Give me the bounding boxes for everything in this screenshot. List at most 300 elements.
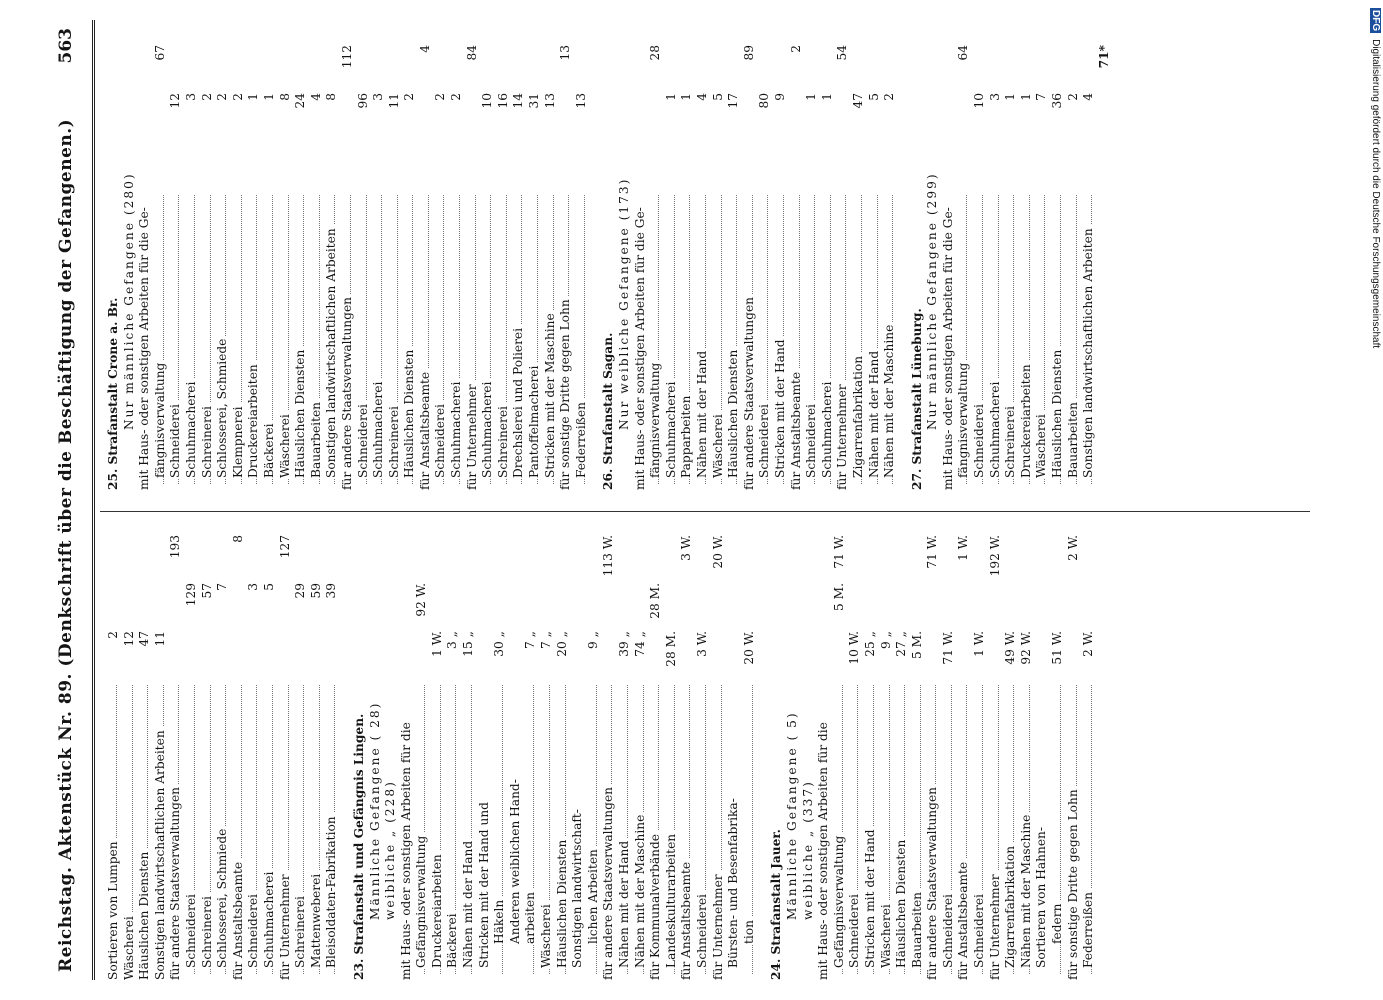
table-row <box>711 45 727 490</box>
table-row <box>293 45 309 490</box>
row-value: 1 <box>1019 93 1035 139</box>
row-value: 3 <box>246 583 262 629</box>
row-value: 2 W. <box>1081 631 1097 677</box>
row-value: 17 <box>726 93 742 139</box>
row-label: Sonstigen landwirtschaftlichen Arbeiten <box>324 225 340 478</box>
row-value: 11 <box>153 631 169 677</box>
table-row <box>816 535 832 980</box>
row-label: Sonstigen landwirtschaftlichen Arbeiten <box>153 727 169 980</box>
table-row <box>122 45 138 490</box>
header-rule <box>92 20 95 980</box>
row-label: Pantoffelmacherei <box>527 363 543 478</box>
row-label: für andere Staatsverwaltungen <box>340 294 356 490</box>
row-label: für sonstige Dritte gegen Lohn <box>558 296 574 490</box>
row-label: für Anstaltsbeamte <box>679 859 695 980</box>
row-label: für Unternehmer <box>988 871 1004 980</box>
table-row <box>586 535 602 980</box>
table-row <box>340 45 356 490</box>
row-value: 193 <box>168 535 184 581</box>
table-row <box>988 45 1004 490</box>
page-number: 563 <box>56 28 76 64</box>
row-label: Schneiderei <box>356 401 372 478</box>
row-label: Wäscherei <box>122 913 138 980</box>
row-value: 2 <box>215 93 231 139</box>
row-label: Schuhmacherei <box>988 379 1004 478</box>
table-row <box>387 45 403 490</box>
row-value: 28 <box>648 45 664 91</box>
row-value: 49 W. <box>1003 631 1019 677</box>
row-label: Männliche Gefangene ( 5) <box>785 708 801 920</box>
row-value: 20 W. <box>742 631 758 677</box>
row-label: Klempnerei <box>231 403 247 478</box>
table-row <box>1019 45 1035 490</box>
table-row <box>449 45 465 490</box>
row-value: 8 <box>231 535 247 581</box>
row-value: 28 M. <box>648 583 664 629</box>
table-row <box>262 45 278 490</box>
table-row <box>246 45 262 490</box>
table-row <box>820 45 836 490</box>
row-label: Mattenweberei <box>309 871 325 968</box>
table-row <box>558 45 574 490</box>
table-row <box>695 45 711 490</box>
table-row <box>801 535 817 980</box>
table-row <box>925 535 941 980</box>
row-value: 7 „ <box>523 631 539 677</box>
row-label: Schneiderei <box>246 891 262 968</box>
row-value: 3 <box>988 93 1004 139</box>
row-value: 2 <box>200 93 216 139</box>
row-label: Häuslichen Diensten <box>1050 347 1066 478</box>
row-label: fängnisverwaltung <box>153 360 169 478</box>
section-spacer <box>757 535 769 980</box>
row-label: Landeskulturarbeiten <box>664 831 680 968</box>
row-value: 7 „ <box>539 631 555 677</box>
table-row <box>879 535 895 980</box>
row-value: 8 <box>324 93 340 139</box>
column-divider <box>100 511 1310 512</box>
table-row <box>539 535 555 980</box>
row-label: Schneiderei <box>695 891 711 968</box>
row-label: Schreinerei <box>200 893 216 968</box>
row-label: Schuhmacherei <box>371 379 387 478</box>
table-row <box>418 45 434 490</box>
row-value: 57 <box>200 583 216 629</box>
row-value: 7 <box>215 583 231 629</box>
row-value: 12 <box>122 631 138 677</box>
table-row <box>679 535 695 980</box>
row-label: Bauarbeiten <box>1066 399 1082 478</box>
table-row <box>527 45 543 490</box>
row-label: Bürsten- und Besenfabrika- <box>726 795 742 968</box>
row-label: für Anstaltsbeamte <box>789 369 805 490</box>
row-label: Häkeln <box>492 897 508 944</box>
row-value: 3 <box>184 93 200 139</box>
section-heading <box>352 535 368 980</box>
row-value: 59 <box>309 583 325 629</box>
row-label: lichen Arbeiten <box>586 846 602 944</box>
row-value: 9 <box>773 93 789 139</box>
table-row <box>785 535 801 980</box>
row-label: Häuslichen Diensten <box>894 837 910 968</box>
row-label: Nähen mit der Hand <box>461 838 477 968</box>
row-value: 129 <box>184 583 200 629</box>
row-value: 71 W. <box>941 631 957 677</box>
row-value: 25 „ <box>863 631 879 677</box>
row-label: Schneiderei <box>941 891 957 968</box>
table-row <box>106 535 122 980</box>
table-row <box>1050 45 1066 490</box>
row-value: 1 <box>664 93 680 139</box>
row-label: Schlosserei, Schmiede <box>215 826 231 968</box>
row-value: 1 <box>679 93 695 139</box>
table-row <box>1034 535 1050 980</box>
row-value: 2 <box>106 631 122 677</box>
table-row <box>633 535 649 980</box>
row-label: weibliche „ (228) <box>383 777 399 920</box>
table-row <box>910 535 926 980</box>
row-label: Wäscherei <box>539 901 555 968</box>
row-label: Stricken mit der Maschine <box>543 310 559 478</box>
row-label: für andere Staatsverwaltungen <box>168 784 184 980</box>
row-value: 4 <box>309 93 325 139</box>
row-label: Häuslichen Diensten <box>402 347 418 478</box>
row-label: für Anstaltsbeamte <box>418 369 434 490</box>
row-value: 2 <box>449 93 465 139</box>
row-label: Schneiderei <box>433 401 449 478</box>
row-value: 1 <box>246 93 262 139</box>
table-row <box>480 45 496 490</box>
table-row <box>200 45 216 490</box>
row-value: 10 <box>972 93 988 139</box>
row-label: Nähen mit der Maschine <box>633 812 649 968</box>
table-row <box>461 535 477 980</box>
row-label: mit Haus- oder sonstigen Arbeiten für die <box>816 719 832 980</box>
row-label: Gefängnisverwaltung <box>832 833 848 968</box>
row-label: Schuhmacherei <box>664 379 680 478</box>
table-row <box>492 535 508 980</box>
table-row <box>496 45 512 490</box>
table-row <box>679 45 695 490</box>
table-row <box>925 45 941 490</box>
row-label: mit Haus- oder sonstigen Arbeiten für die Ge- <box>137 204 153 490</box>
row-value: 8 <box>278 93 294 139</box>
table-row <box>804 45 820 490</box>
row-label: für sonstige Dritte gegen Lohn <box>1066 786 1082 980</box>
row-label: Bäckerei <box>445 910 461 968</box>
dfg-logo: DFG <box>1370 10 1381 32</box>
footer-mark: 71* <box>1097 45 1113 91</box>
row-value: 71 W. <box>832 535 848 581</box>
row-value: 39 <box>324 583 340 629</box>
table-row <box>1066 535 1082 980</box>
row-value: 24 <box>293 93 309 139</box>
row-value: 2 W. <box>1066 535 1082 581</box>
row-label: Häuslichen Diensten <box>137 849 153 980</box>
row-value: 192 W. <box>988 535 1004 581</box>
row-label: federn <box>1050 901 1066 944</box>
table-row <box>523 535 539 980</box>
row-label: 26. Strafanstalt Sagan. <box>601 330 617 490</box>
table-row <box>1019 535 1035 980</box>
table-row <box>972 535 988 980</box>
table-row <box>711 535 727 980</box>
row-label: Federreißen <box>1081 889 1097 968</box>
row-label: Häuslichen Diensten <box>726 347 742 478</box>
section-heading <box>601 45 617 490</box>
row-label: Nur weibliche Gefangene (173) <box>617 175 633 430</box>
table-row <box>1081 45 1097 490</box>
table-row <box>941 535 957 980</box>
row-label: Bleisoldaten-Fabrikation <box>324 813 340 968</box>
table-row <box>832 535 848 980</box>
row-value: 3 W. <box>679 535 695 581</box>
stamp-text: Digitalisierung gefördert durch die Deutsche Forschungsgemeinschaft <box>1370 39 1381 349</box>
table-row <box>231 45 247 490</box>
row-label: Nur männliche Gefangene (280) <box>122 169 138 430</box>
table-row <box>246 535 262 980</box>
table-row <box>511 45 527 490</box>
column-footer <box>1097 45 1113 490</box>
table-row <box>789 45 805 490</box>
row-label: Nähen mit der Hand <box>617 838 633 968</box>
header-title: Reichstag. Aktenstück Nr. 89. (Denkschrift über die Beschäftigung der Gefangenen.) <box>56 118 76 972</box>
row-value: 92 W. <box>414 583 430 629</box>
table-row <box>1081 535 1097 980</box>
table-row <box>543 45 559 490</box>
row-value: 13 <box>543 93 559 139</box>
row-label: für Kommunalverbände <box>648 831 664 980</box>
table-row <box>414 535 430 980</box>
row-label: Schneiderei <box>972 891 988 968</box>
table-row <box>894 535 910 980</box>
row-value: 27 „ <box>894 631 910 677</box>
table-row <box>383 535 399 980</box>
row-label: Stricken mit der Hand <box>863 826 879 968</box>
table-row <box>122 535 138 980</box>
section-heading <box>910 45 926 490</box>
table-row <box>835 45 851 490</box>
table-row <box>882 45 898 490</box>
right-column <box>106 45 1112 490</box>
row-label: Schuhmacherei <box>184 379 200 478</box>
row-value: 127 <box>278 535 294 581</box>
table-row <box>570 535 586 980</box>
table-row <box>368 535 384 980</box>
row-label: Schuhmacherei <box>820 379 836 478</box>
row-value: 64 <box>956 45 972 91</box>
table-row <box>200 535 216 980</box>
row-label: für andere Staatsverwaltungen <box>601 784 617 980</box>
row-value: 5 <box>711 93 727 139</box>
row-label: tion <box>742 917 758 944</box>
row-value: 3 <box>371 93 387 139</box>
table-row <box>1066 45 1082 490</box>
table-row <box>633 45 649 490</box>
left-column <box>106 535 1097 980</box>
row-value: 4 <box>695 93 711 139</box>
row-label: 25. Strafanstalt Crone a. Br. <box>106 295 122 490</box>
row-value: 74 „ <box>633 631 649 677</box>
row-value: 84 <box>465 45 481 91</box>
table-row <box>574 45 590 490</box>
table-row <box>168 45 184 490</box>
section-heading <box>769 535 785 980</box>
row-value: 51 W. <box>1050 631 1066 677</box>
row-label: Stricken mit der Hand und <box>477 799 493 968</box>
row-label: Häuslichen Diensten <box>293 347 309 478</box>
table-row <box>324 45 340 490</box>
row-label: Schneiderei <box>804 401 820 478</box>
row-label: Häuslichen Diensten <box>555 837 571 968</box>
row-label: Schneiderei <box>757 401 773 478</box>
row-value: 28 M. <box>664 631 680 677</box>
row-value: 67 <box>153 45 169 91</box>
row-label: Schlosserei, Schmiede <box>215 336 231 478</box>
table-row <box>863 535 879 980</box>
table-row <box>695 535 711 980</box>
row-label: mit Haus- oder sonstigen Arbeiten für die Ge- <box>941 204 957 490</box>
row-label: Schreinerei <box>1003 403 1019 478</box>
row-value: 2 <box>882 93 898 139</box>
row-value: 10 <box>480 93 496 139</box>
table-row <box>617 45 633 490</box>
row-value: 13 <box>558 45 574 91</box>
table-row <box>309 45 325 490</box>
section-heading <box>106 45 122 490</box>
row-value: 96 <box>356 93 372 139</box>
row-value: 3 „ <box>445 631 461 677</box>
table-row <box>477 535 493 980</box>
row-value: 13 <box>574 93 590 139</box>
row-label: Zigarrenfabrikation <box>1003 843 1019 968</box>
row-label: für andere Staatsverwaltungen <box>925 784 941 980</box>
row-value: 47 <box>851 93 867 139</box>
row-label: Sortieren von Hahnen- <box>1034 824 1050 968</box>
row-value: 1 <box>820 93 836 139</box>
table-row <box>153 45 169 490</box>
row-value: 15 „ <box>461 631 477 677</box>
row-value: 4 <box>418 45 434 91</box>
row-label: Schuhmacherei <box>480 379 496 478</box>
row-value: 2 <box>402 93 418 139</box>
row-label: mit Haus- oder sonstigen Arbeiten für die <box>399 719 415 980</box>
table-row <box>847 535 863 980</box>
table-row <box>508 535 524 980</box>
row-label: Papparbeiten <box>679 393 695 479</box>
table-row <box>664 535 680 980</box>
table-row <box>215 45 231 490</box>
row-value: 12 <box>168 93 184 139</box>
table-row <box>184 45 200 490</box>
row-label: für Anstaltsbeamte <box>231 859 247 980</box>
row-label: Schneiderei <box>184 891 200 968</box>
table-row <box>168 535 184 980</box>
digitization-stamp <box>1368 8 1382 998</box>
table-row <box>137 45 153 490</box>
table-row <box>293 535 309 980</box>
table-row <box>851 45 867 490</box>
row-value: 54 <box>835 45 851 91</box>
row-value: 14 <box>511 93 527 139</box>
row-value: 10 W. <box>847 631 863 677</box>
section-spacer <box>340 535 352 980</box>
table-row <box>617 535 633 980</box>
table-row <box>648 45 664 490</box>
row-label: Schreinerei <box>293 893 309 968</box>
row-label: Schuhmacherei <box>262 869 278 968</box>
row-value: 112 <box>340 45 356 91</box>
row-value: 2 <box>433 93 449 139</box>
table-row <box>867 45 883 490</box>
row-value: 31 <box>527 93 543 139</box>
row-label: Federreißen <box>574 399 590 478</box>
row-label: mit Haus- oder sonstigen Arbeiten für die Ge- <box>633 204 649 490</box>
row-value: 2 <box>1066 93 1082 139</box>
table-row <box>278 535 294 980</box>
row-label: Nähen mit der Hand <box>867 348 883 478</box>
row-label: 24. Strafanstalt Jauer. <box>769 826 785 980</box>
table-row <box>1003 535 1019 980</box>
table-row <box>1034 45 1050 490</box>
row-label: für Anstaltsbeamte <box>956 859 972 980</box>
row-label: Bäckerei <box>262 420 278 478</box>
row-value: 1 <box>1003 93 1019 139</box>
section-spacer <box>589 45 601 490</box>
row-value: 7 <box>1034 93 1050 139</box>
row-value: 5 <box>262 583 278 629</box>
row-value: 29 <box>293 583 309 629</box>
table-row <box>278 45 294 490</box>
row-label: Sortieren von Lumpen <box>106 838 122 980</box>
row-value: 20 „ <box>555 631 571 677</box>
table-row <box>1003 45 1019 490</box>
row-label: Sonstigen landwirtschaftlichen Arbeiten <box>1081 225 1097 478</box>
row-value: 39 „ <box>617 631 633 677</box>
row-label: Bauarbeiten <box>910 889 926 968</box>
row-value: 5 <box>867 93 883 139</box>
row-label: für Unternehmer <box>465 381 481 490</box>
row-label: für Unternehmer <box>835 381 851 490</box>
table-row <box>309 535 325 980</box>
table-row <box>153 535 169 980</box>
row-label: weibliche „ (337) <box>801 777 817 920</box>
table-row <box>137 535 153 980</box>
table-row <box>262 535 278 980</box>
row-value: 9 „ <box>586 631 602 677</box>
rotated-page-content <box>40 20 1340 980</box>
table-row <box>773 45 789 490</box>
row-label: Schneiderei <box>168 401 184 478</box>
table-row <box>726 535 742 980</box>
row-label: Sonstigen landwirtschaft- <box>570 806 586 968</box>
row-value: 3 W. <box>695 631 711 677</box>
table-row <box>433 45 449 490</box>
row-label: Wäscherei <box>879 901 895 968</box>
row-value: 16 <box>496 93 512 139</box>
row-value: 71 W. <box>925 535 941 581</box>
row-label: für Unternehmer <box>711 871 727 980</box>
row-label: Nur männliche Gefangene (299) <box>925 169 941 430</box>
row-label: Gefängnisverwaltung <box>414 833 430 968</box>
row-label: Wäscherei <box>711 411 727 478</box>
table-row <box>941 45 957 490</box>
row-label: Schreinerei <box>387 403 403 478</box>
table-row <box>601 535 617 980</box>
section-spacer <box>898 45 910 490</box>
row-value: 36 <box>1050 93 1066 139</box>
row-value: 113 W. <box>601 535 617 581</box>
